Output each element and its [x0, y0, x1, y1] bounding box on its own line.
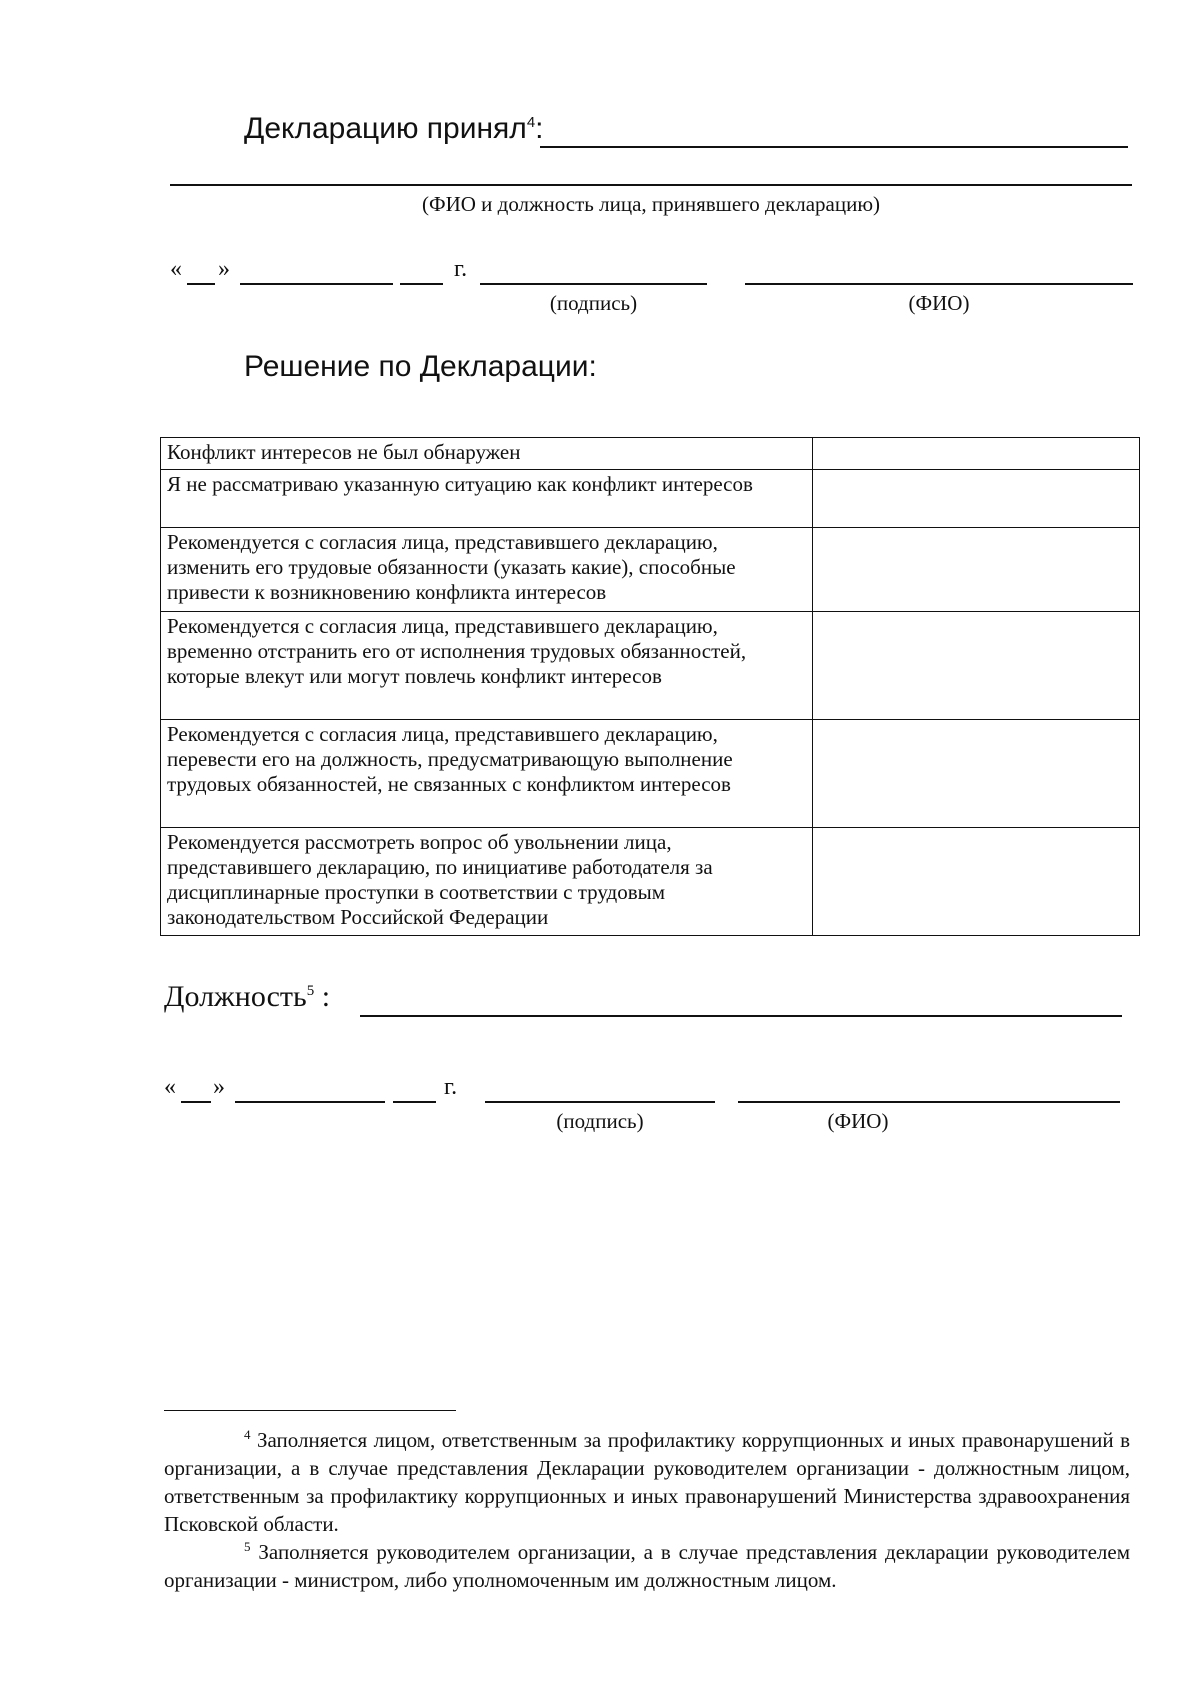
month-line[interactable]: [240, 283, 393, 285]
footnote-ref-4: 4: [526, 114, 536, 131]
footnote-4-marker: 4: [244, 1427, 251, 1442]
name-line[interactable]: [745, 283, 1133, 285]
decision-heading: Решение по Декларации:: [244, 350, 597, 383]
position-label-text: Должность: [164, 980, 307, 1013]
footnote-ref-5: 5: [306, 983, 315, 999]
footnote-4-text: Заполняется лицом, ответственным за профилактику коррупционных и иных правонарушений в организации, а в случае представления Декларации руководителем организации - должностным лицом, ответственным за профилактику коррупционных и иных правонарушений Министерства здравоохранения Псковской области.: [164, 1428, 1130, 1536]
decision-option-text: Рекомендуется рассмотреть вопрос об увольнении лица, представившего декларацию, по инициативе работодателя за дисциплинарные проступки в соответствии с трудовым законодательством Российской Федерации: [161, 828, 813, 936]
decision-option-text: Рекомендуется с согласия лица, представившего декларацию, временно отстранить его от исполнения трудовых обязанностей, которые влекут или могут повлечь конфликт интересов: [161, 612, 813, 720]
accepted-label-text: Декларацию принял: [244, 112, 527, 145]
table-row: [161, 470, 1140, 528]
decision-option-text: Конфликт интересов не был обнаружен: [161, 438, 813, 470]
month2-line[interactable]: [235, 1101, 385, 1103]
accepted-label: Декларацию принял$^4$:: [244, 112, 544, 145]
signature2-caption: (подпись): [556, 1109, 644, 1133]
footnote-5-marker: 5: [244, 1539, 251, 1554]
position-line[interactable]: [360, 1015, 1122, 1017]
date2-open-quote: «: [164, 1074, 176, 1100]
footnote-4: [164, 1426, 1130, 1538]
table-row: [161, 612, 1140, 720]
day-line[interactable]: [187, 283, 215, 285]
accepted-caption: (ФИО и должность лица, принявшего декларацию): [421, 192, 881, 216]
footnotes: [164, 1426, 1130, 1594]
decision-mark-cell[interactable]: [813, 438, 1140, 470]
signature2-line[interactable]: [485, 1101, 715, 1103]
footnote-separator: [164, 1410, 456, 1411]
year-suffix: г.: [454, 256, 468, 282]
footnote-5: [164, 1538, 1130, 1594]
date-open-quote: «: [170, 256, 182, 282]
name-caption: (ФИО): [908, 291, 970, 315]
day2-line[interactable]: [181, 1101, 211, 1103]
table-row: [161, 438, 1140, 470]
accepted-position-line[interactable]: [170, 184, 1132, 186]
decision-option-text: Рекомендуется с согласия лица, представившего декларацию, перевести его на должность, предусматривающую выполнение трудовых обязанностей, не связанных с конфликтом интересов: [161, 720, 813, 828]
name2-caption: (ФИО): [827, 1109, 889, 1133]
date-close-quote: »: [218, 256, 230, 282]
table-row: [161, 720, 1140, 828]
accepted-name-line[interactable]: [540, 146, 1128, 148]
name2-line[interactable]: [738, 1101, 1120, 1103]
decision-mark-cell[interactable]: [813, 528, 1140, 612]
decision-option-text: Рекомендуется с согласия лица, представившего декларацию, изменить его трудовые обязанности (указать какие), способные привести к возникновению конфликта интересов: [161, 528, 813, 612]
signature-line[interactable]: [480, 283, 707, 285]
year2-line[interactable]: [393, 1101, 436, 1103]
table-row: [161, 528, 1140, 612]
decision-mark-cell[interactable]: [813, 612, 1140, 720]
decision-option-text: Я не рассматриваю указанную ситуацию как конфликт интересов: [161, 470, 813, 528]
year2-suffix: г.: [444, 1074, 458, 1100]
signature-caption: (подпись): [549, 291, 638, 315]
decision-table: [160, 437, 1140, 936]
table-row: [161, 828, 1140, 936]
decision-mark-cell[interactable]: [813, 720, 1140, 828]
decision-mark-cell[interactable]: [813, 470, 1140, 528]
year-line[interactable]: [400, 283, 443, 285]
footnote-5-text: Заполняется руководителем организации, а в случае представления декларации руководителем организации - министром, либо уполномоченным им должностным лицом.: [164, 1540, 1130, 1592]
date2-close-quote: »: [213, 1074, 225, 1100]
decision-mark-cell[interactable]: [813, 828, 1140, 936]
position-label: Должность$^5$ :: [164, 980, 331, 1013]
